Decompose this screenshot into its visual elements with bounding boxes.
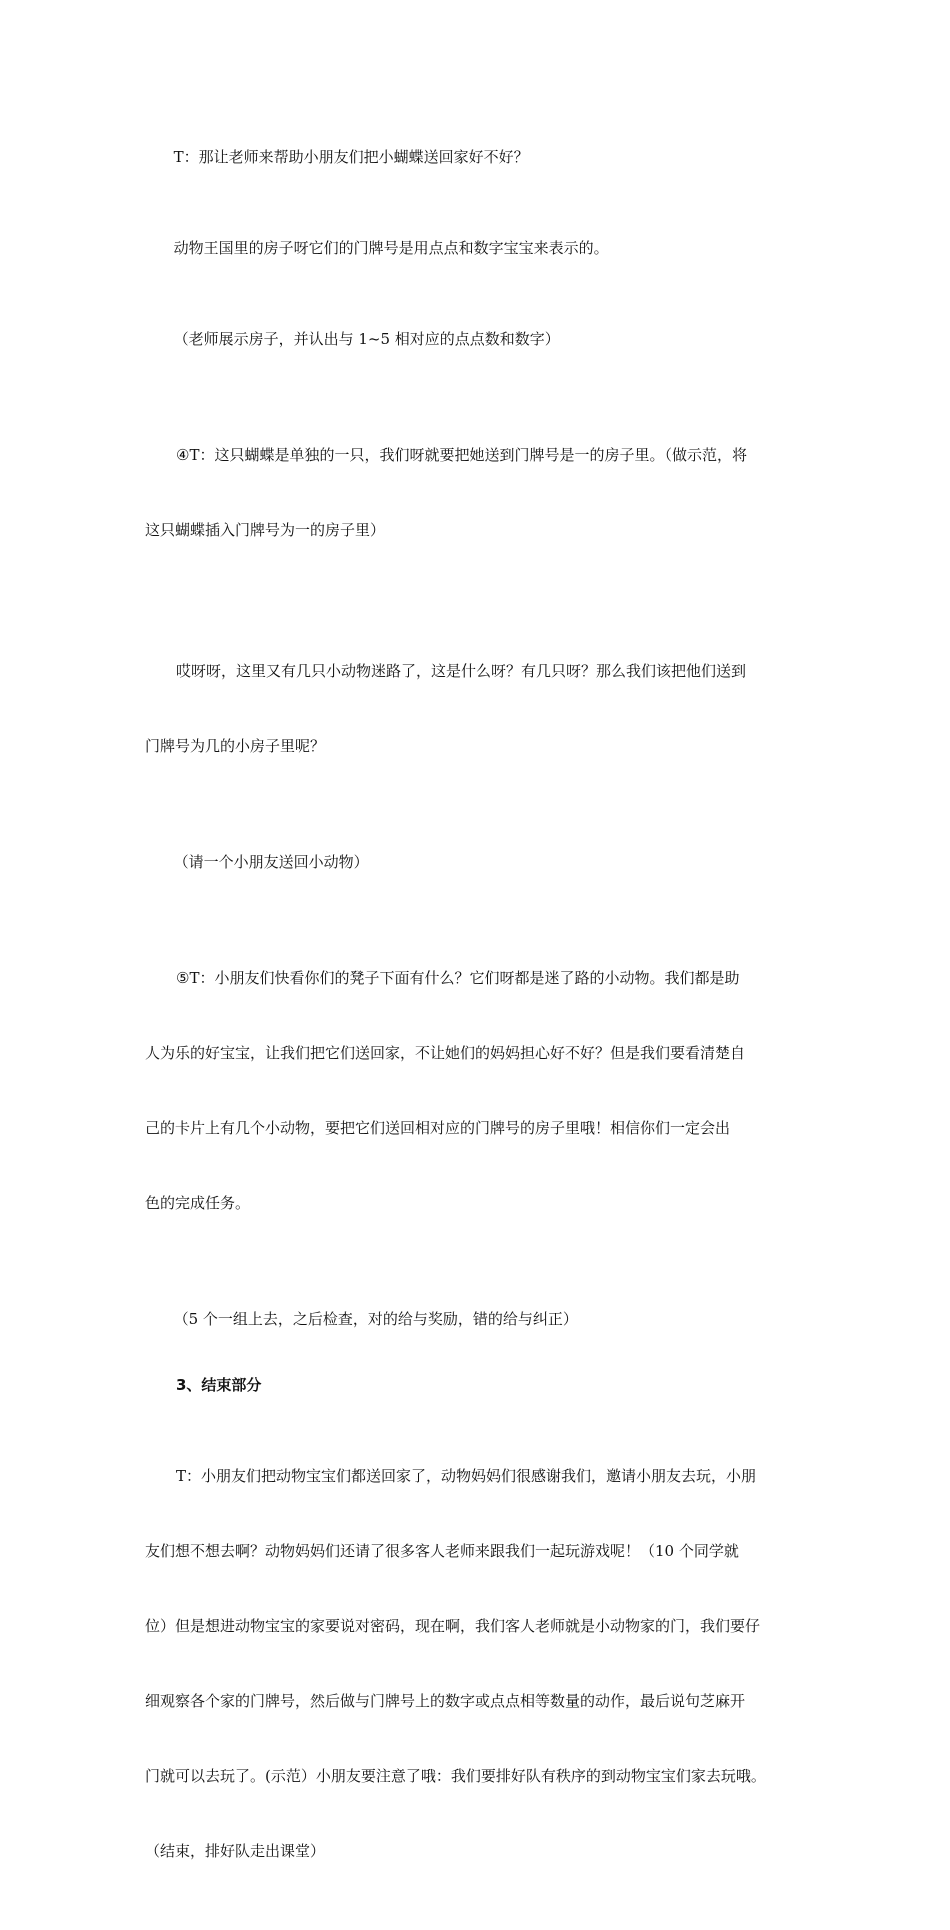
paragraph-house-numbers (145, 211, 815, 286)
paragraph-teacher-help (145, 120, 815, 195)
paragraph-line: 位）但是想进动物宝宝的家要说对密码，现在啊，我们客人老师就是小动物家的门，我们要仔 (145, 1617, 761, 1635)
document-body (145, 120, 815, 1930)
paragraph-show-houses (145, 302, 815, 377)
paragraph-text: 动物王国里的房子呀它们的门牌号是用点点和数字宝宝来表示的。 (173, 239, 609, 257)
paragraph-lost-animals (145, 609, 815, 809)
paragraph-groups-of-five (145, 1282, 815, 1357)
paragraph-line: 细观察各个家的门牌号，然后做与门牌号上的数字或点点相等数量的动作，最后说句芝麻开 (145, 1692, 746, 1710)
section-heading-ending: 3、结束部分 (176, 1376, 262, 1394)
paragraph-line: 这只蝴蝶插入门牌号为一的房子里） (145, 521, 386, 539)
paragraph-line: 色的完成任务。 (145, 1194, 251, 1212)
paragraph-line: T：小朋友们把动物宝宝们都送回家了，动物妈妈们很感谢我们，邀请小朋友去玩，小朋 (176, 1467, 757, 1485)
paragraph-text: （老师展示房子，并认出与 1~5 相对应的点点数和数字） (173, 330, 560, 348)
paragraph-line: 友们想不想去啊？动物妈妈们还请了很多客人老师来跟我们一起玩游戏呢！（10 个同学就 (145, 1542, 739, 1560)
paragraph-ending (145, 1414, 815, 1914)
paragraph-step-5 (145, 916, 815, 1266)
paragraph-line: ⑤T：小朋友们快看你们的凳子下面有什么？它们呀都是迷了路的小动物。我们都是助 (176, 969, 740, 987)
paragraph-line: 门就可以去玩了。(示范）小朋友要注意了哦：我们要排好队有秩序的到动物宝宝们家去玩哦。 (145, 1767, 766, 1785)
paragraph-text: （5 个一组上去，之后检查，对的给与奖励，错的给与纠正） (173, 1310, 578, 1328)
paragraph-line: 人为乐的好宝宝，让我们把它们送回家，不让她们的妈妈担心好不好？但是我们要看清楚自 (145, 1044, 746, 1062)
paragraph-child-returns (145, 825, 815, 900)
paragraph-step-4 (145, 393, 815, 593)
paragraph-text: （请一个小朋友送回小动物） (173, 853, 369, 871)
paragraph-line: 己的卡片上有几个小动物，要把它们送回相对应的门牌号的房子里哦！相信你们一定会出 (145, 1119, 731, 1137)
paragraph-text: T：那让老师来帮助小朋友们把小蝴蝶送回家好不好？ (173, 148, 529, 166)
paragraph-line: ④T：这只蝴蝶是单独的一只，我们呀就要把她送到门牌号是一的房子里。（做示范，将 (176, 446, 747, 464)
paragraph-line: 哎呀呀，这里又有几只小动物迷路了，这是什么呀？有几只呀？那么我们该把他们送到 (176, 662, 747, 680)
paragraph-line: 门牌号为几的小房子里呢？ (145, 737, 326, 755)
paragraph-line: （结束，排好队走出课堂） (145, 1842, 326, 1860)
